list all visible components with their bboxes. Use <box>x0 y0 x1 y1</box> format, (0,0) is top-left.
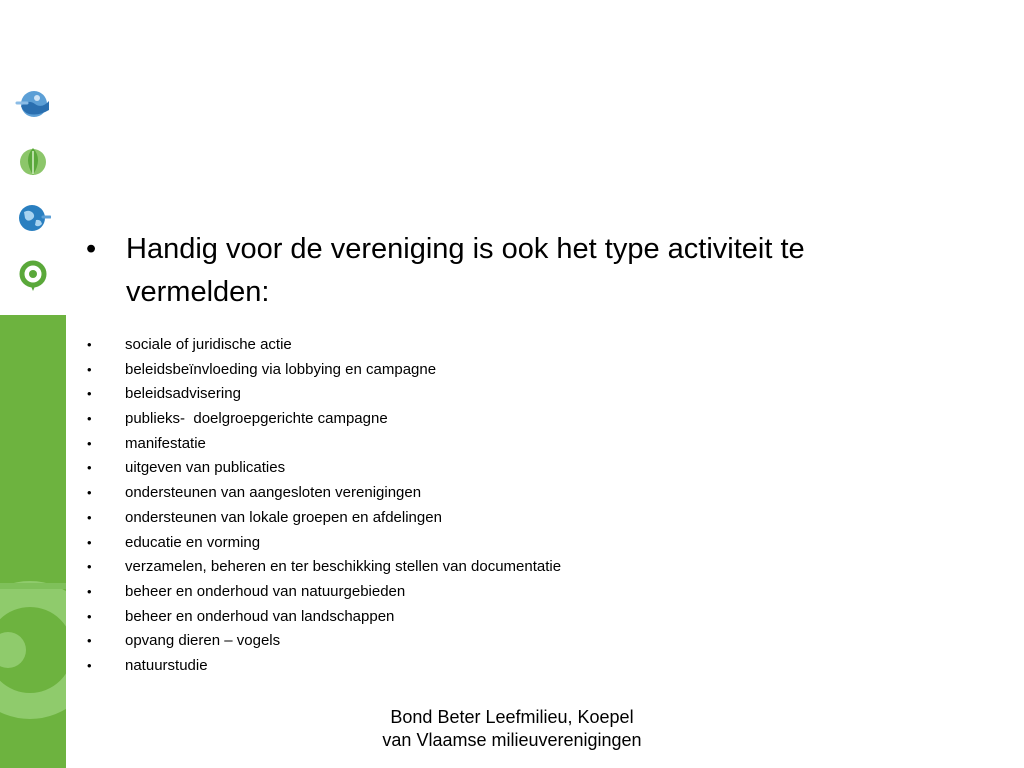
bullet-marker: • <box>87 411 92 427</box>
list-item <box>86 382 561 407</box>
list-item-label: verzamelen, beheren en ter beschikking stellen van documentatie <box>125 558 562 576</box>
bullet-marker: • <box>87 485 92 501</box>
list-item-label: beleidsadvisering <box>125 385 241 403</box>
bullet-marker: • <box>87 657 92 673</box>
activity-list <box>86 333 561 679</box>
list-item <box>86 506 561 531</box>
list-item-label: natuurstudie <box>125 656 208 674</box>
main-bullet-text: Handig voor de vereniging is ook het type activiteit te vermelden: <box>126 233 805 308</box>
list-item-label: uitgeven van publicaties <box>125 459 286 477</box>
leaf-icon <box>15 143 51 179</box>
bullet-marker: • <box>86 233 97 265</box>
list-item <box>86 481 561 506</box>
list-item <box>86 580 561 605</box>
bullet-marker: • <box>87 337 92 352</box>
sidebar-decoration <box>0 315 66 768</box>
globe-water-icon <box>15 86 51 122</box>
footer-line-2: van Vlaamse milieuverenigingen <box>382 730 642 750</box>
list-item-label: educatie en vorming <box>125 533 261 551</box>
list-item <box>86 654 561 679</box>
bullet-marker: • <box>87 534 92 550</box>
bullet-marker: • <box>87 361 92 377</box>
list-item-label: ondersteunen van aangesloten verenigingen <box>125 484 422 502</box>
list-item <box>86 358 561 383</box>
list-item <box>86 555 561 580</box>
footer <box>332 706 692 752</box>
list-item <box>86 407 561 432</box>
list-item-label: publieks- doelgroepgerichte campagne <box>125 410 388 428</box>
bullet-marker: • <box>87 583 92 599</box>
bullet-marker: • <box>87 386 92 402</box>
list-item <box>86 531 561 556</box>
list-item <box>86 432 561 457</box>
main-bullet <box>86 228 986 314</box>
list-item-label: beheer en onderhoud van landschappen <box>125 607 395 625</box>
bullet-marker: • <box>87 509 92 525</box>
list-item <box>86 605 561 630</box>
list-item <box>86 629 561 654</box>
bullet-marker: • <box>87 435 92 451</box>
location-ring-icon <box>15 257 51 293</box>
list-item <box>86 333 561 358</box>
list-item-label: beheer en onderhoud van natuurgebieden <box>125 582 406 600</box>
globe-earth-icon <box>15 200 51 236</box>
bullet-marker: • <box>87 559 92 575</box>
list-item-label: ondersteunen van lokale groepen en afdelingen <box>125 508 442 526</box>
list-item-label: sociale of juridische actie <box>125 336 292 353</box>
bullet-marker: • <box>87 608 92 624</box>
bullet-marker: • <box>87 460 92 476</box>
list-item-label: opvang dieren – vogels <box>125 632 281 650</box>
watermark-logo <box>0 315 66 768</box>
list-item-label: beleidsbeïnvloeding via lobbying en campagne <box>125 360 437 378</box>
bullet-marker: • <box>87 633 92 649</box>
list-item <box>86 456 561 481</box>
list-item-label: manifestatie <box>125 434 206 452</box>
footer-line-1: Bond Beter Leefmilieu, Koepel <box>390 707 634 727</box>
